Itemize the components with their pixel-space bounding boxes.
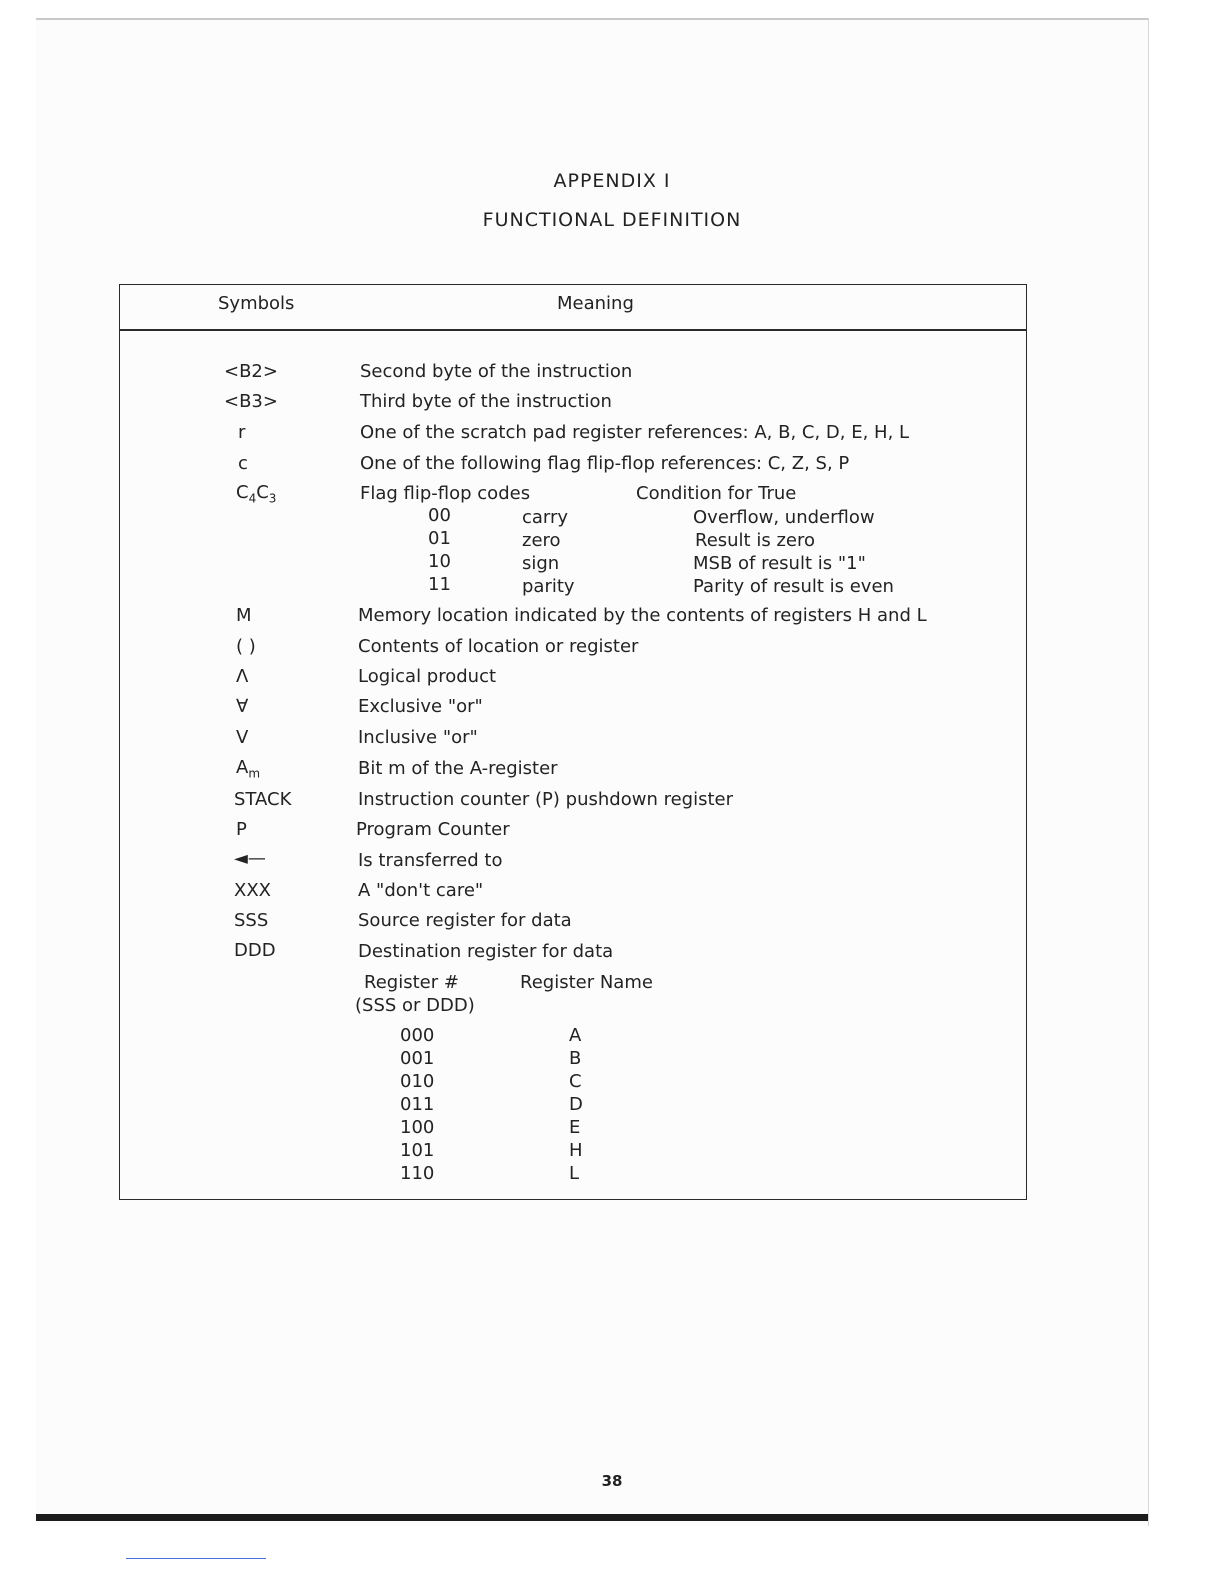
symbol-b2: <B2>	[224, 361, 278, 382]
link-underline	[126, 1558, 266, 1559]
meaning-transfer: Is transferred to	[358, 850, 503, 871]
symbols-header: Symbols	[218, 293, 295, 314]
appendix-title: APPENDIX I	[553, 170, 671, 192]
flag-code: 00	[428, 505, 451, 526]
symbol-r: r	[238, 422, 246, 443]
symbol-c: c	[238, 453, 248, 474]
bottom-rule	[36, 1514, 1148, 1521]
meaning-ddd: Destination register for data	[358, 941, 614, 962]
meaning-sss: Source register for data	[358, 910, 572, 931]
meaning-and: Logical product	[358, 666, 497, 687]
meaning-header: Meaning	[557, 293, 634, 314]
register-name: A	[569, 1025, 582, 1046]
condition-header: Condition for True	[636, 483, 797, 504]
register-number-subheader: (SSS or DDD)	[355, 995, 475, 1016]
symbol-m: M	[236, 605, 252, 626]
symbol-am: $A_m$	[236, 757, 261, 781]
meaning-b2: Second byte of the instruction	[360, 361, 633, 382]
register-number-header: Register #	[364, 972, 459, 993]
flag-code: 10	[428, 551, 451, 572]
definition-table	[119, 284, 1027, 1200]
register-code: 011	[400, 1094, 435, 1115]
flag-name: carry	[522, 507, 569, 528]
symbol-and: Λ	[236, 666, 249, 687]
meaning-flag-codes: Flag flip-flop codes	[360, 483, 531, 504]
meaning-m: Memory location indicated by the contents of registers H and L	[358, 605, 927, 626]
register-name: L	[569, 1163, 580, 1184]
symbol-ddd: DDD	[234, 940, 276, 961]
meaning-p: Program Counter	[356, 819, 510, 840]
flag-name: sign	[522, 553, 560, 574]
flag-condition: Result is zero	[695, 530, 815, 551]
symbol-sss: SSS	[234, 910, 269, 931]
flag-condition: Overflow, underflow	[693, 507, 875, 528]
symbol-stack: STACK	[234, 789, 292, 810]
register-code: 110	[400, 1163, 435, 1184]
meaning-xor: Exclusive "or"	[358, 696, 483, 717]
register-name-header: Register Name	[520, 972, 653, 993]
flag-code: 01	[428, 528, 451, 549]
flag-code: 11	[428, 574, 451, 595]
register-code: 100	[400, 1117, 435, 1138]
symbol-c4c3: $C_4C_3$	[236, 482, 277, 506]
register-name: H	[569, 1140, 583, 1161]
arrow-left-icon: ◄—	[234, 848, 266, 869]
register-code: 000	[400, 1025, 435, 1046]
appendix-subtitle: FUNCTIONAL DEFINITION	[482, 209, 742, 231]
symbol-or: V	[236, 727, 249, 748]
page-number: 38	[601, 1472, 623, 1490]
symbol-xxx: XXX	[234, 880, 271, 901]
meaning-b3: Third byte of the instruction	[360, 391, 612, 412]
meaning-or: Inclusive "or"	[358, 727, 478, 748]
register-code: 001	[400, 1048, 435, 1069]
header-rule	[120, 329, 1026, 331]
register-code: 101	[400, 1140, 435, 1161]
flag-condition: MSB of result is "1"	[693, 553, 866, 574]
meaning-c: One of the following flag flip-flop references: C, Z, S, P	[360, 453, 850, 474]
meaning-parens: Contents of location or register	[358, 636, 639, 657]
flag-name: parity	[522, 576, 575, 597]
register-name: E	[569, 1117, 581, 1138]
meaning-am: Bit m of the A-register	[358, 758, 558, 779]
meaning-xxx: A "don't care"	[358, 880, 484, 901]
flag-condition: Parity of result is even	[693, 576, 894, 597]
register-name: C	[569, 1071, 582, 1092]
top-rule	[36, 18, 1148, 20]
register-name: B	[569, 1048, 582, 1069]
meaning-r: One of the scratch pad register references: A, B, C, D, E, H, L	[360, 422, 910, 443]
symbol-parens: ( )	[236, 636, 256, 657]
symbol-xor: ∀	[236, 696, 249, 717]
register-name: D	[569, 1094, 583, 1115]
flag-name: zero	[522, 530, 561, 551]
register-code: 010	[400, 1071, 435, 1092]
meaning-stack: Instruction counter (P) pushdown register	[358, 789, 733, 810]
symbol-b3: <B3>	[224, 391, 278, 412]
symbol-p: P	[236, 819, 247, 840]
